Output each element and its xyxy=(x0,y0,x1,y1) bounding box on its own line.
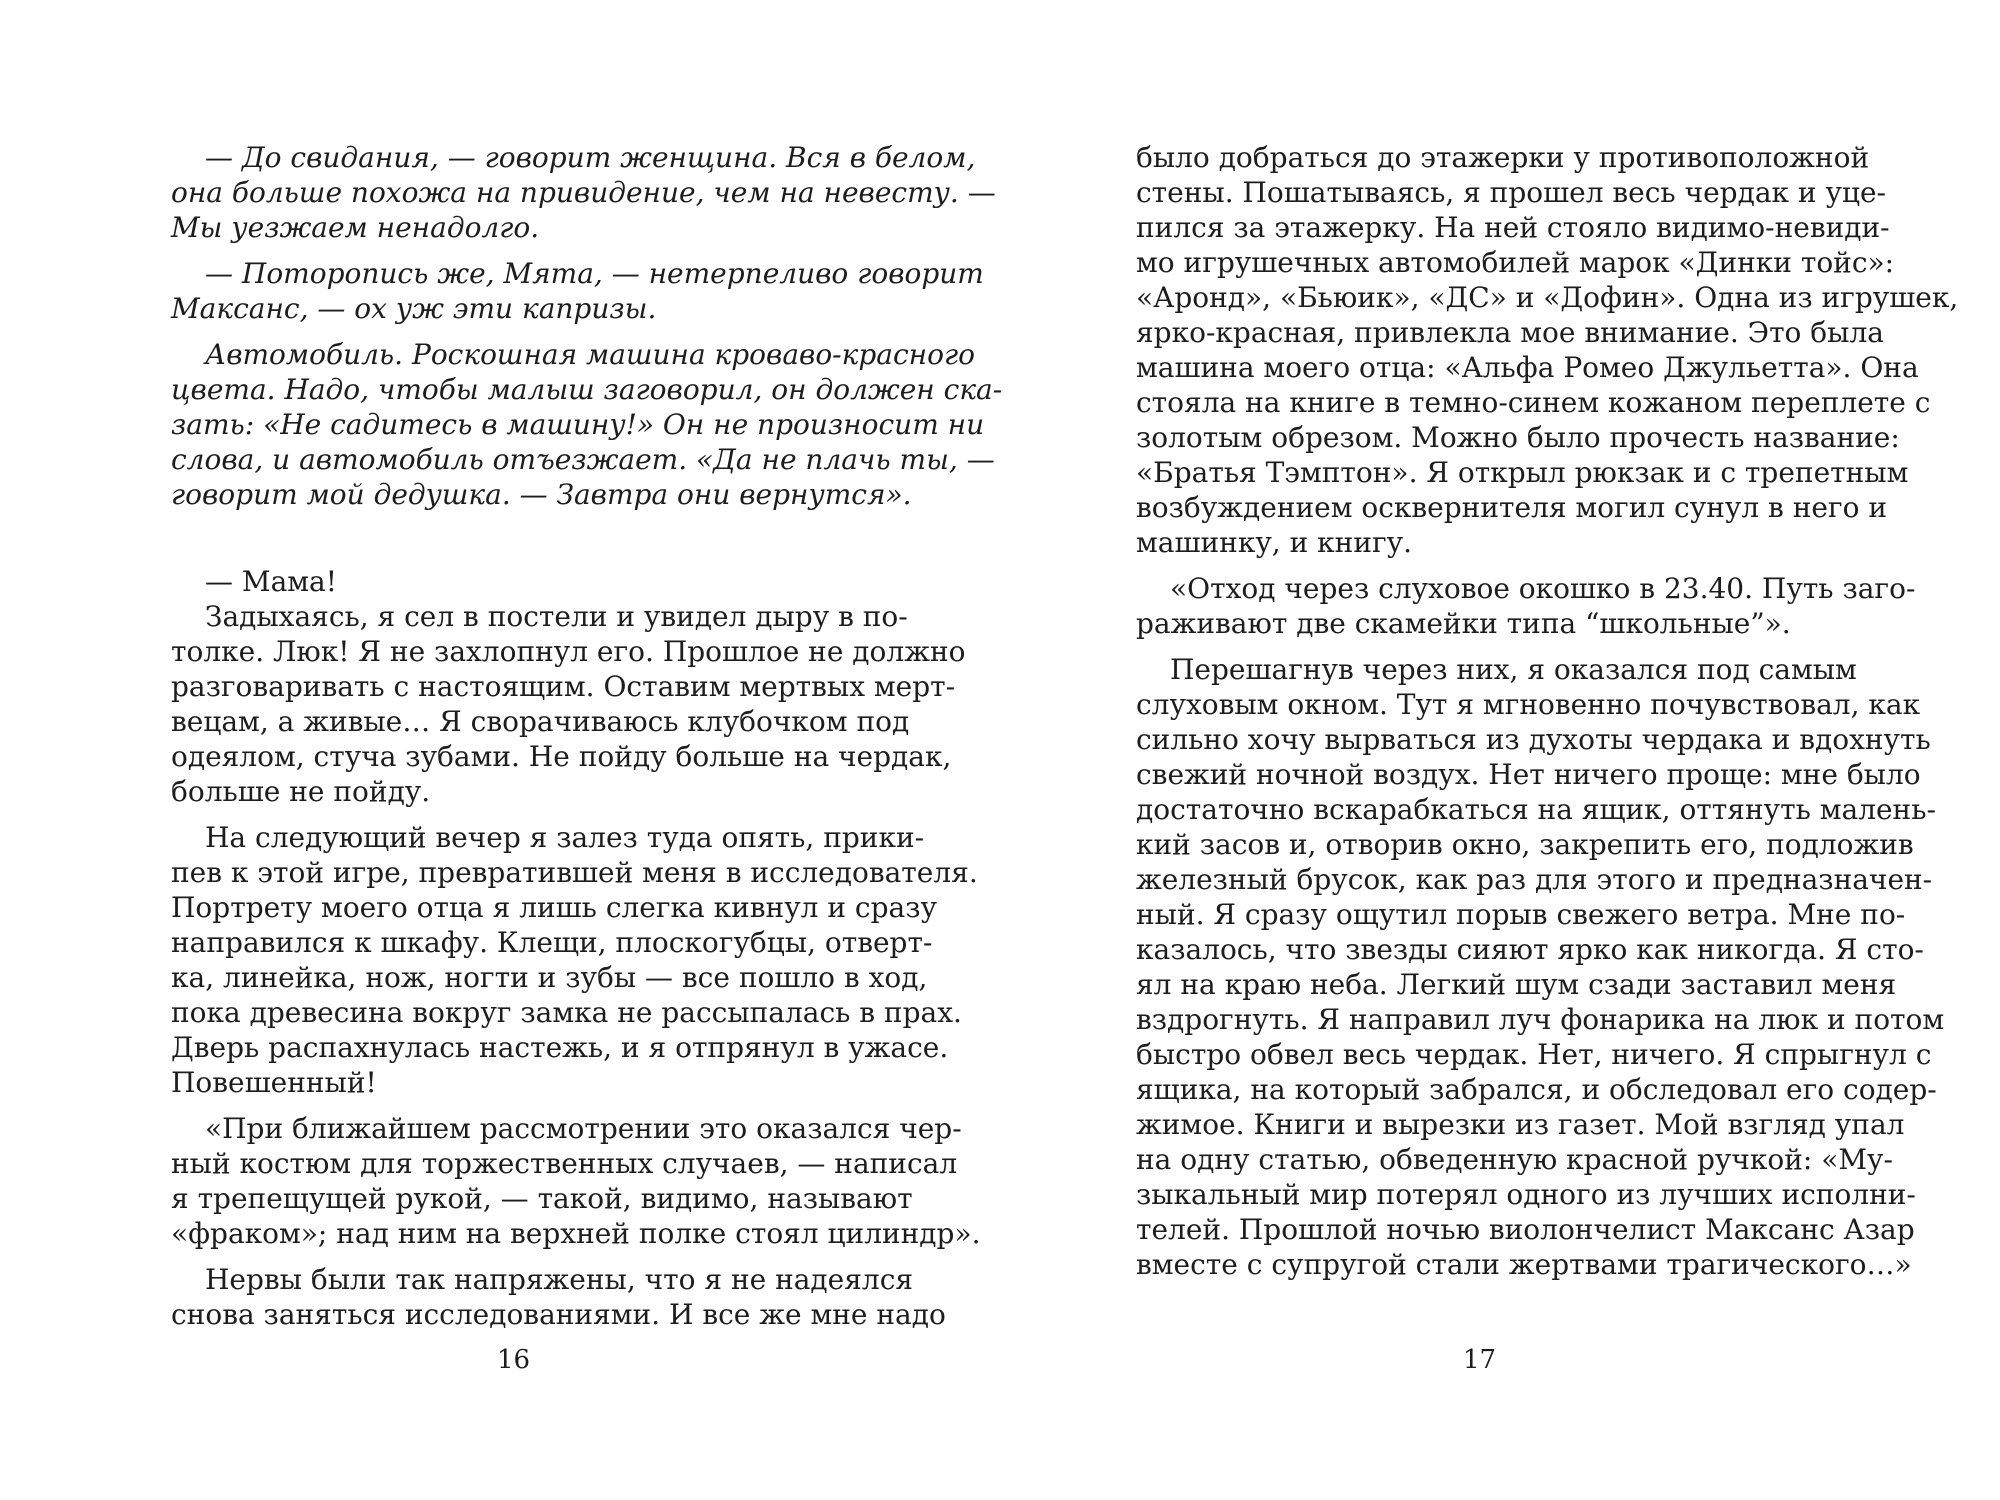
text-line: раживают две скамейки типа “школьные”». xyxy=(1136,607,1791,640)
text-line: стояла на книге в темно-синем кожаном переплете с xyxy=(1136,386,1931,419)
text-line: Мы уезжаем ненадолго. xyxy=(171,211,540,244)
text-line: разговаривать с настоящим. Оставим мертвых мерт- xyxy=(171,670,956,703)
text-line: Автомобиль. Роскошная машина кроваво-красного xyxy=(205,338,975,371)
text-line: На следующий вечер я залез туда опять, прики- xyxy=(205,821,925,854)
text-line: направился к шкафу. Клещи, плоскогубцы, отверт- xyxy=(171,926,933,959)
text-line: слуховым окном. Тут я мгновенно почувствовал, как xyxy=(1136,688,1921,721)
text-line: Нервы были так напряжены, что я не надеялся xyxy=(205,1263,914,1296)
text-line: одеялом, стуча зубами. Не пойду больше на чердак, xyxy=(171,740,952,773)
text-line: казалось, что звезды сияют ярко как никогда. Я сто- xyxy=(1136,933,1924,966)
text-line: телей. Прошлой ночью виолончелист Максанс Азар xyxy=(1136,1213,1915,1246)
text-line: Максанс, — ох уж эти капризы. xyxy=(171,292,657,325)
text-line: — Поторопись же, Мята, — нетерпеливо говорит xyxy=(205,257,984,290)
text-line: ящика, на который забрался, и обследовал его содер- xyxy=(1136,1073,1937,1106)
text-line: железный брусок, как раз для этого и предназначен- xyxy=(1136,863,1933,896)
text-line: Дверь распахнулась настежь, и я отпрянул в ужасе. xyxy=(171,1031,949,1064)
text-line: золотым обрезом. Можно было прочесть название: xyxy=(1136,421,1900,454)
text-line: стены. Пошатываясь, я прошел весь чердак и уце- xyxy=(1136,176,1886,209)
text-line: кий засов и, отворив окно, закрепить его, подложив xyxy=(1136,828,1914,861)
text-line: ярко-красная, привлекла мое внимание. Это была xyxy=(1136,316,1884,349)
text-line: пился за этажерку. На ней стояло видимо-невиди- xyxy=(1136,211,1890,244)
text-line: ный. Я сразу ощутил порыв свежего ветра. Мне по- xyxy=(1136,898,1906,931)
text-line: пока древесина вокруг замка не рассыпалась в прах. xyxy=(171,996,962,1029)
text-line: «Братья Тэмптон». Я открыл рюкзак и с трепетным xyxy=(1136,456,1909,489)
text-line: я трепещущей рукой, — такой, видимо, называют xyxy=(171,1182,913,1215)
text-line: пев к этой игре, превратившей меня в исследователя. xyxy=(171,856,978,889)
text-line: снова заняться исследованиями. И все же мне надо xyxy=(171,1298,946,1331)
text-line: ка, линейка, нож, ногти и зубы — все пошло в ход, xyxy=(171,961,928,994)
text-line: зыкальный мир потерял одного из лучших исполни- xyxy=(1136,1178,1916,1211)
text-line: «фраком»; над ним на верхней полке стоял цилиндр». xyxy=(171,1217,981,1250)
text-line: возбуждением осквернителя могил сунул в него и xyxy=(1136,491,1888,524)
left-page xyxy=(171,140,1003,1332)
text-line: вместе с супругой стали жертвами трагического…» xyxy=(1136,1248,1912,1281)
text-line: Перешагнув через них, я оказался под самым xyxy=(1170,653,1857,686)
text-line: «Аронд», «Бьюик», «ДС» и «Дофин». Одна из игрушек, xyxy=(1136,281,1959,314)
text-line: она больше похожа на привидение, чем на невесту. — xyxy=(171,176,996,209)
text-line: жимое. Книги и вырезки из газет. Мой взгляд упал xyxy=(1136,1108,1905,1141)
text-line: свежий ночной воздух. Нет ничего проще: мне было xyxy=(1136,758,1921,791)
text-line: зать: «Не садитесь в машину!» Он не произносит ни xyxy=(171,408,985,441)
text-line: цвета. Надо, чтобы малыш заговорил, он должен ска- xyxy=(171,373,1003,406)
text-line: слова, и автомобиль отъезжает. «Да не плачь ты, — xyxy=(171,443,995,476)
text-line: Задыхаясь, я сел в постели и увидел дыру в по- xyxy=(205,600,908,633)
page-number-right: 17 xyxy=(1463,1345,1497,1375)
text-line: машина моего отца: «Альфа Ромео Джульетта». Она xyxy=(1136,351,1919,384)
text-line: мо игрушечных автомобилей марок «Динки тойс»: xyxy=(1136,246,1895,279)
text-line: вецам, а живые… Я сворачиваюсь клубочком под xyxy=(171,705,910,738)
text-line: — До свидания, — говорит женщина. Вся в белом, xyxy=(205,141,976,174)
text-line: «При ближайшем рассмотрении это оказался чер- xyxy=(205,1112,962,1145)
page-number-left: 16 xyxy=(497,1345,531,1375)
text-line: ный костюм для торжественных случаев, — написал xyxy=(171,1147,958,1180)
text-line: достаточно вскарабкаться на ящик, оттянуть малень- xyxy=(1136,793,1936,826)
text-line: толке. Люк! Я не захлопнул его. Прошлое не должно xyxy=(171,635,966,668)
text-line: «Отход через слуховое окошко в 23.40. Путь заго- xyxy=(1170,572,1916,605)
text-line: Повешенный! xyxy=(171,1066,377,1099)
text-line: вздрогнуть. Я направил луч фонарика на люк и потом xyxy=(1136,1003,1945,1036)
text-line: Портрету моего отца я лишь слегка кивнул и сразу xyxy=(171,891,937,924)
text-line: машинку, и книгу. xyxy=(1136,526,1413,559)
text-line: сильно хочу вырваться из духоты чердака и вдохнуть xyxy=(1136,723,1931,756)
text-line: — Мама! xyxy=(205,565,337,598)
text-line: на одну статью, обведенную красной ручкой: «Му- xyxy=(1136,1143,1893,1176)
text-line: быстро обвел весь чердак. Нет, ничего. Я спрыгнул с xyxy=(1136,1038,1932,1071)
text-line: больше не пойду. xyxy=(171,775,431,808)
text-line: говорит мой дедушка. — Завтра они вернутся». xyxy=(171,478,912,511)
right-page xyxy=(1136,140,1959,1282)
text-line: ял на краю неба. Легкий шум сзади заставил меня xyxy=(1136,968,1897,1001)
text-line: было добраться до этажерки у противоположной xyxy=(1136,141,1870,174)
